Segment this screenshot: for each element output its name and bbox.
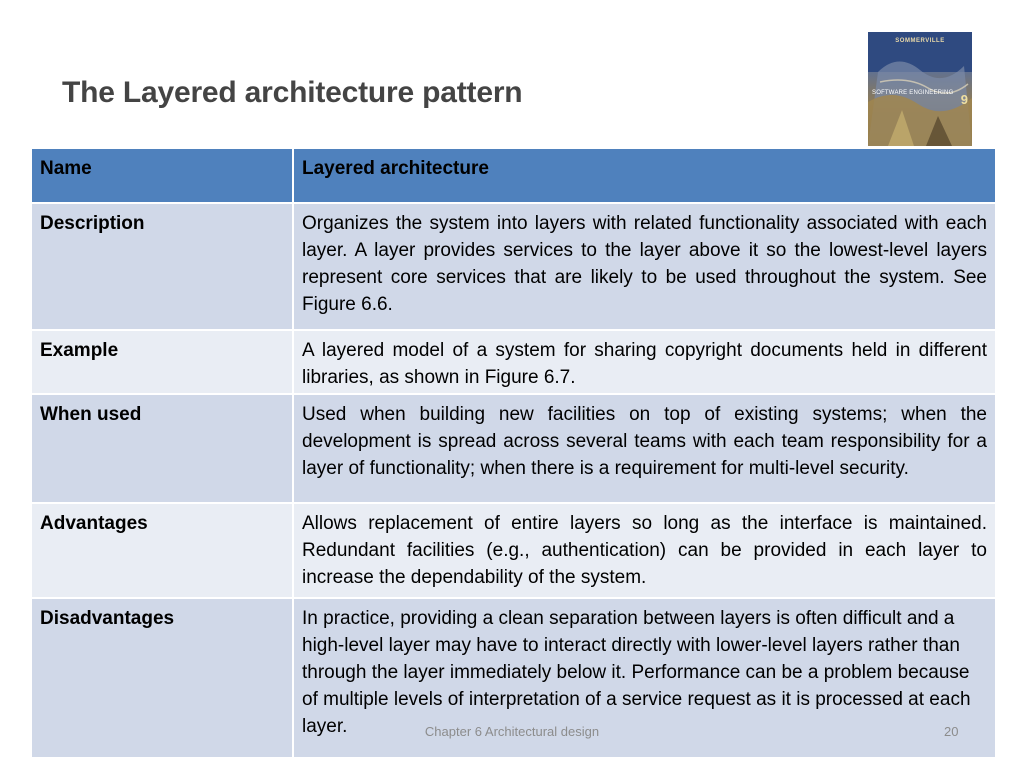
book-cover-artwork <box>868 32 972 146</box>
book-cover-title: SOFTWARE ENGINEERING <box>872 90 954 96</box>
table-row-description <box>31 203 996 330</box>
footer-chapter-title: Chapter 6 Architectural design <box>424 724 600 739</box>
slide-title: The Layered architecture pattern <box>62 76 523 109</box>
row-value: Organizes the system into layers with related functionality associated with each layer. A layer provides services to the layer above it so the lowest-level layers represent core services that are likely to be used throughout the system. See Figure 6.6. <box>293 203 996 330</box>
row-label: Advantages <box>31 503 293 598</box>
row-label: Description <box>31 203 293 330</box>
page-number: 20 <box>944 724 959 739</box>
table-header-row <box>31 148 996 203</box>
pattern-table <box>30 147 997 759</box>
table-row-advantages <box>31 503 996 598</box>
table-row-example <box>31 330 996 394</box>
row-label: Example <box>31 330 293 394</box>
row-label: Disadvantages <box>31 598 293 758</box>
book-cover-edition: 9 <box>960 92 968 107</box>
row-value: Allows replacement of entire layers so long as the interface is maintained. Redundant facilities (e.g., authentication) can be provided in each layer to increase the dependability of the system. <box>293 503 996 598</box>
row-value: In practice, providing a clean separation between layers is often difficult and a high-level layer may have to interact directly with lower-level layers rather than through the layer immediately below it. Performance can be a problem because of multiple levels of interpretation of a service request as it is processed at each layer. <box>293 598 996 758</box>
book-cover-author: SOMMERVILLE <box>895 38 945 44</box>
header-label-cell: Name <box>31 148 293 203</box>
row-value: A layered model of a system for sharing copyright documents held in different libraries, as shown in Figure 6.7. <box>293 330 996 394</box>
row-value: Used when building new facilities on top of existing systems; when the development is spread across several teams with each team responsibility for a layer of functionality; when there is a requirement for multi-level security. <box>293 394 996 503</box>
book-cover-image <box>868 32 972 146</box>
table-row-when-used <box>31 394 996 503</box>
row-label: When used <box>31 394 293 503</box>
header-value-cell: Layered architecture <box>293 148 996 203</box>
